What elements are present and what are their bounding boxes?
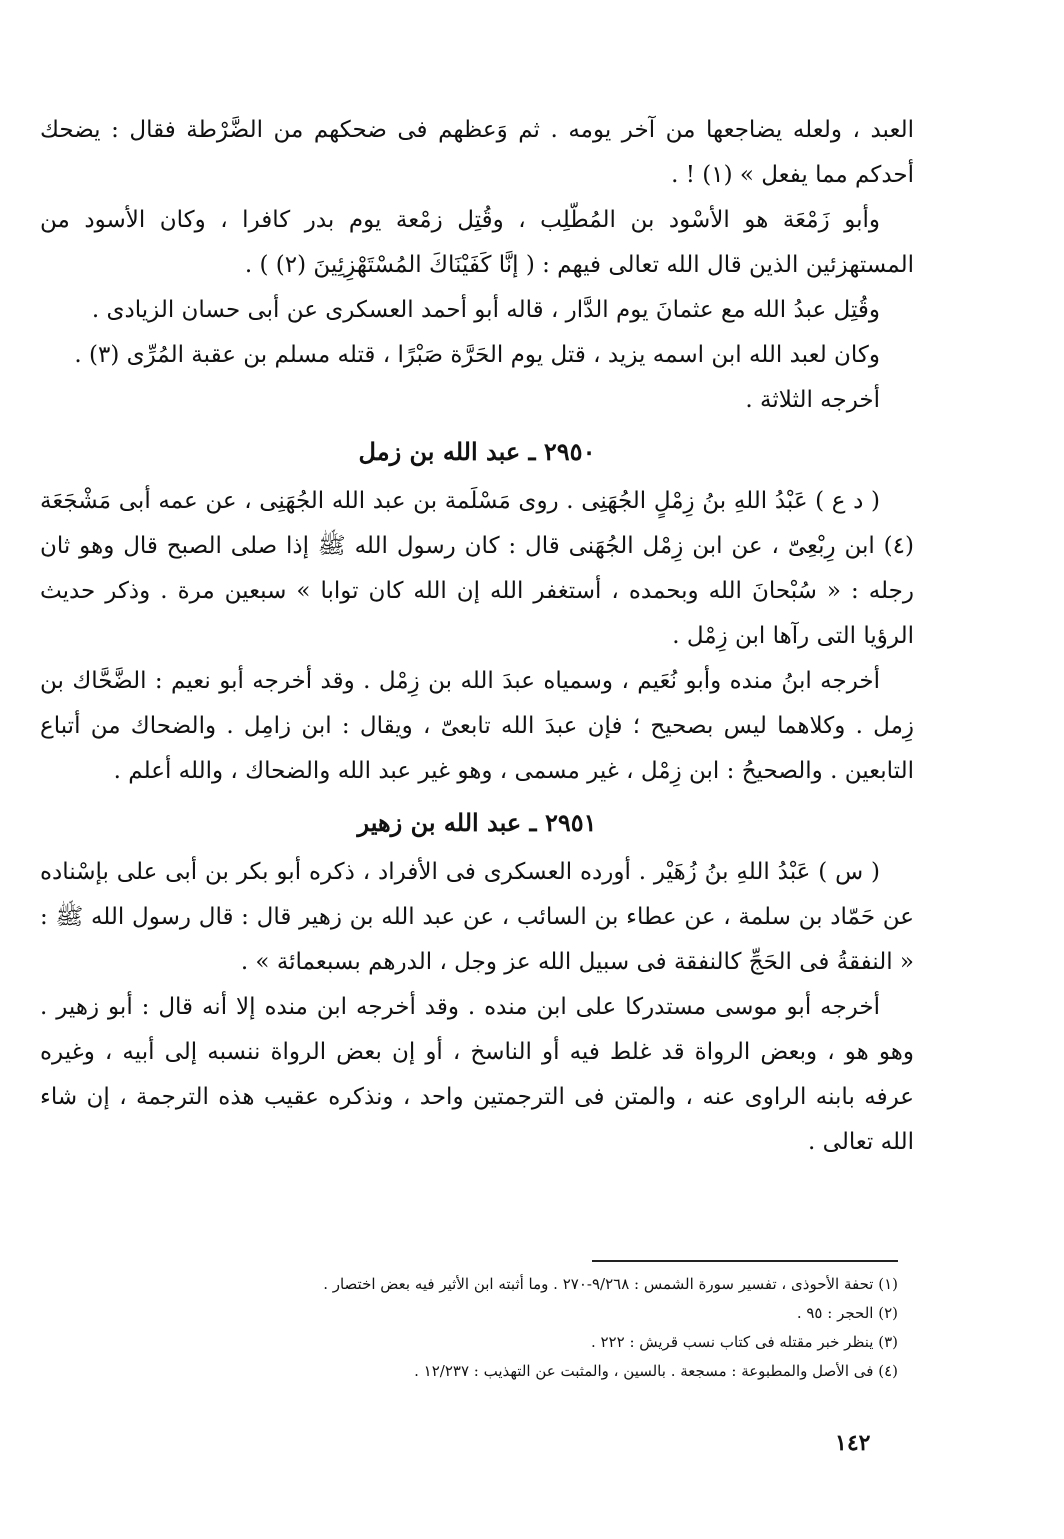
footnote-divider — [592, 1260, 898, 1262]
footnote-3: (٣) ينظر خبر مقتله فى كتاب نسب قريش : ٢٢٢ . — [590, 1333, 898, 1351]
footnote-2: (٢) الحجر : ٩٥ . — [796, 1304, 898, 1322]
entry-heading-2950: ٢٩٥٠ ـ عبد الله بن زمل — [358, 437, 596, 466]
paragraph-abu-zamaa: وأبو زَمْعَة هو الأسْود بن المُطّلِب ، وقُتِل زمْعة يوم بدر كافرا ، وكان الأسود من المستهزئين الذين قال الله تعالى فيهم : ( إنَّا كَفَيْنَاكَ المُسْتَهْزِئِينَ (٢) ) . — [40, 207, 914, 278]
paragraph-zaml-entry: ( د ع ) عَبْدُ اللهِ بنُ زِمْلٍ الجُهَنِى . روى مَسْلَمة بن عبد الله الجُهَنِى ، عن عمه أبى مَشْجَعَة (٤) ابن رِبْعِىّ ، عن ابن زِمْل الجُهَنى قال : كان رسول الله ﷺ إذا صلى الصبح قال وهو ثان رجله : « سُبْحانَ الله وبحمده ، أستغفر الله إن الله كان توابا » سبعين مرة . وذكر حديث الرؤيا التى رآها ابن زِمْل . — [40, 488, 914, 649]
paragraph-continuation: العبد ، ولعله يضاجعها من آخر يومه . ثم وَعظهم فى ضحكهم من الضَّرْطة فقال : يضحك أحدكم مما يفعل » (١) ! . — [40, 117, 914, 188]
paragraph-zuhayr-entry: ( س ) عَبْدُ اللهِ بنُ زُهَيْر . أورده العسكرى فى الأفراد ، ذكره أبو بكر بن أبى على بإسْناده عن حَمّاد بن سلمة ، عن عطاء بن السائب ، عن عبد الله بن زهير قال : قال رسول الله ﷺ : « النفقةُ فى الحَجِّ كالنفقة فى سبيل الله عز وجل ، الدرهم بسبعمائة » . — [40, 859, 914, 975]
paragraph-zuhayr-commentary: أخرجه أبو موسى مستدركا على ابن منده . وقد أخرجه ابن منده إلا أنه قال : أبو زهير . وهو هو ، وبعض الرواة قد غلط فيه أو الناسخ ، أو إن بعض الرواة ننسبه إلى أبيه ، وغيره عرفه بابنه الراوى عنه ، والمتن فى الترجمتين واحد ، ونذكره عقيب هذه الترجمة ، إن شاء الله تعالى . — [40, 994, 914, 1155]
entry-heading-2951: ٢٩٥١ ـ عبد الله بن زهير — [357, 808, 597, 837]
paragraph-yazid: وكان لعبد الله ابن اسمه يزيد ، قتل يوم الحَرَّة صَبْرًا ، قتله مسلم بن عقبة المُرِّى (٣) . — [74, 342, 880, 368]
footnotes — [150, 1270, 898, 1386]
page-number: ١٤٢ — [835, 1430, 871, 1456]
paragraph-zaml-commentary: أخرجه ابنُ منده وأبو نُعَيم ، وسمياه عبدَ الله بن زِمْل . وقد أخرجه أبو نعيم : الضَّحَّاك بن زِمل . وكلاهما ليس بصحيح ؛ فإن عبدَ الله تابعىّ ، ويقال : ابن زامِل . والضحاك من أتباع التابعين . والصحيحُ : ابن زِمْل ، غير مسمى ، وهو غير عبد الله والضحاك ، والله أعلم . — [40, 668, 914, 784]
paragraph-akhrajahu: أخرجه الثلاثة . — [745, 387, 880, 413]
main-text — [40, 108, 914, 1165]
footnote-1: (١) تحفة الأحوذى ، تفسير سورة الشمس : ٩/٢٦٨-٢٧٠ . وما أثبته ابن الأثير فيه بعض اختصار . — [323, 1275, 898, 1293]
paragraph-killing-abdullah: وقُتِل عبدُ الله مع عثمانَ يوم الدَّار ، قاله أبو أحمد العسكرى عن أبى حسان الزيادى . — [91, 297, 880, 323]
footnote-4: (٤) فى الأصل والمطبوعة : مسجعة . بالسين ، والمثبت عن التهذيب : ١٢/٢٣٧ . — [414, 1362, 898, 1380]
